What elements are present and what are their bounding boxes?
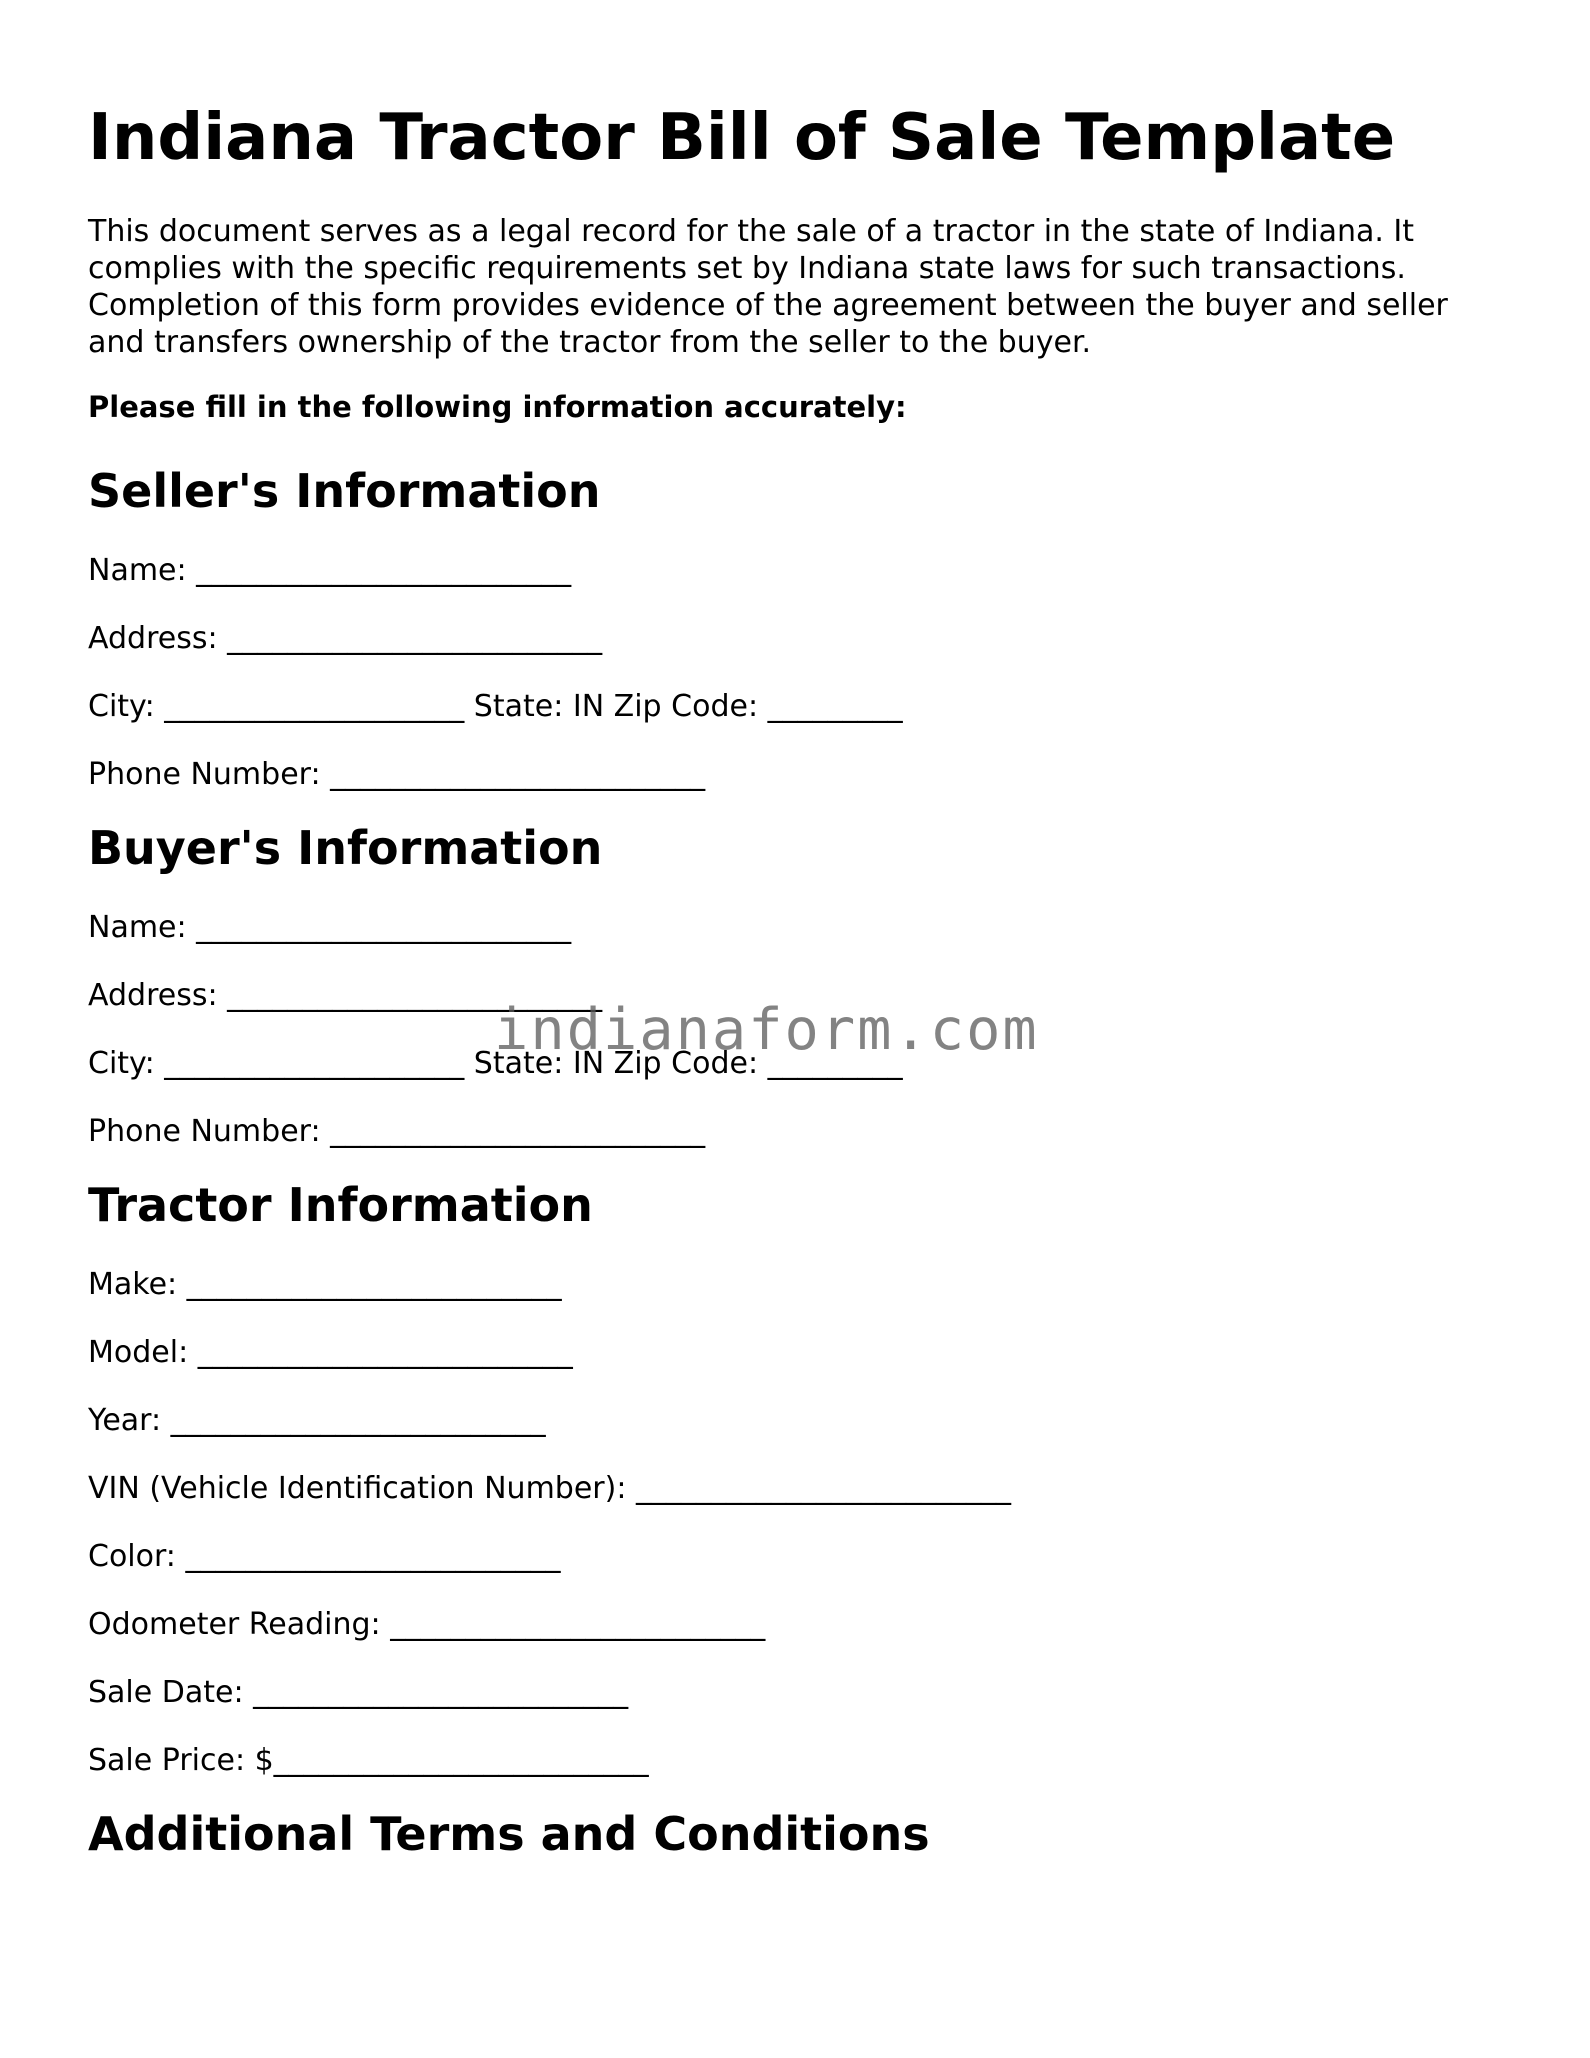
buyer-phone-field[interactable]: Phone Number: _________________________ xyxy=(88,1114,706,1150)
seller-heading: Seller's Information xyxy=(88,463,601,518)
tractor-color-field[interactable]: Color: _________________________ xyxy=(88,1539,561,1575)
tractor-heading: Tractor Information xyxy=(88,1178,593,1233)
buyer-city-state-zip-field[interactable]: City: ____________________ State: IN Zip Code: _________ xyxy=(88,1046,903,1082)
seller-section xyxy=(88,464,1508,809)
buyer-address-field[interactable]: Address: _________________________ xyxy=(88,978,603,1014)
buyer-section xyxy=(88,821,1508,1166)
sale-price-field[interactable]: Sale Price: $_________________________ xyxy=(88,1743,649,1779)
additional-terms-heading: Additional Terms and Conditions xyxy=(88,1807,930,1862)
tractor-odometer-field[interactable]: Odometer Reading: _________________________ xyxy=(88,1607,766,1643)
seller-city-state-zip-field[interactable]: City: ____________________ State: IN Zip Code: _________ xyxy=(88,688,903,724)
instruction-text: Please fill in the following information accurately: xyxy=(88,389,907,424)
buyer-name-field[interactable]: Name: _________________________ xyxy=(88,910,572,946)
tractor-vin-field[interactable]: VIN (Vehicle Identification Number): _________________________ xyxy=(88,1471,1011,1507)
additional-terms-section xyxy=(88,1807,1508,1862)
seller-name-field[interactable]: Name: _________________________ xyxy=(88,552,572,588)
sale-date-field[interactable]: Sale Date: _________________________ xyxy=(88,1675,629,1711)
tractor-section xyxy=(88,1178,1508,1795)
page-title: Indiana Tractor Bill of Sale Template xyxy=(88,101,1396,175)
seller-phone-field[interactable]: Phone Number: _________________________ xyxy=(88,756,706,792)
tractor-year-field[interactable]: Year: _________________________ xyxy=(88,1403,546,1439)
buyer-heading: Buyer's Information xyxy=(88,820,603,875)
watermark: indianaform.com xyxy=(494,997,1039,1063)
seller-address-field[interactable]: Address: _________________________ xyxy=(88,620,603,656)
tractor-make-field[interactable]: Make: _________________________ xyxy=(88,1267,562,1303)
document-page xyxy=(88,100,1508,1863)
seller-fields xyxy=(88,537,1508,809)
tractor-model-field[interactable]: Model: _________________________ xyxy=(88,1335,573,1371)
intro-paragraph: This document serves as a legal record for the sale of a tractor in the state of Indiana. It complies with the specific requirements set by Indiana state laws for such transactions. Completion of this form provides evidence of the agreement between the buyer and seller and transfers ownership of the tractor from the seller to the buyer. xyxy=(88,213,1448,360)
tractor-fields xyxy=(88,1251,1508,1795)
